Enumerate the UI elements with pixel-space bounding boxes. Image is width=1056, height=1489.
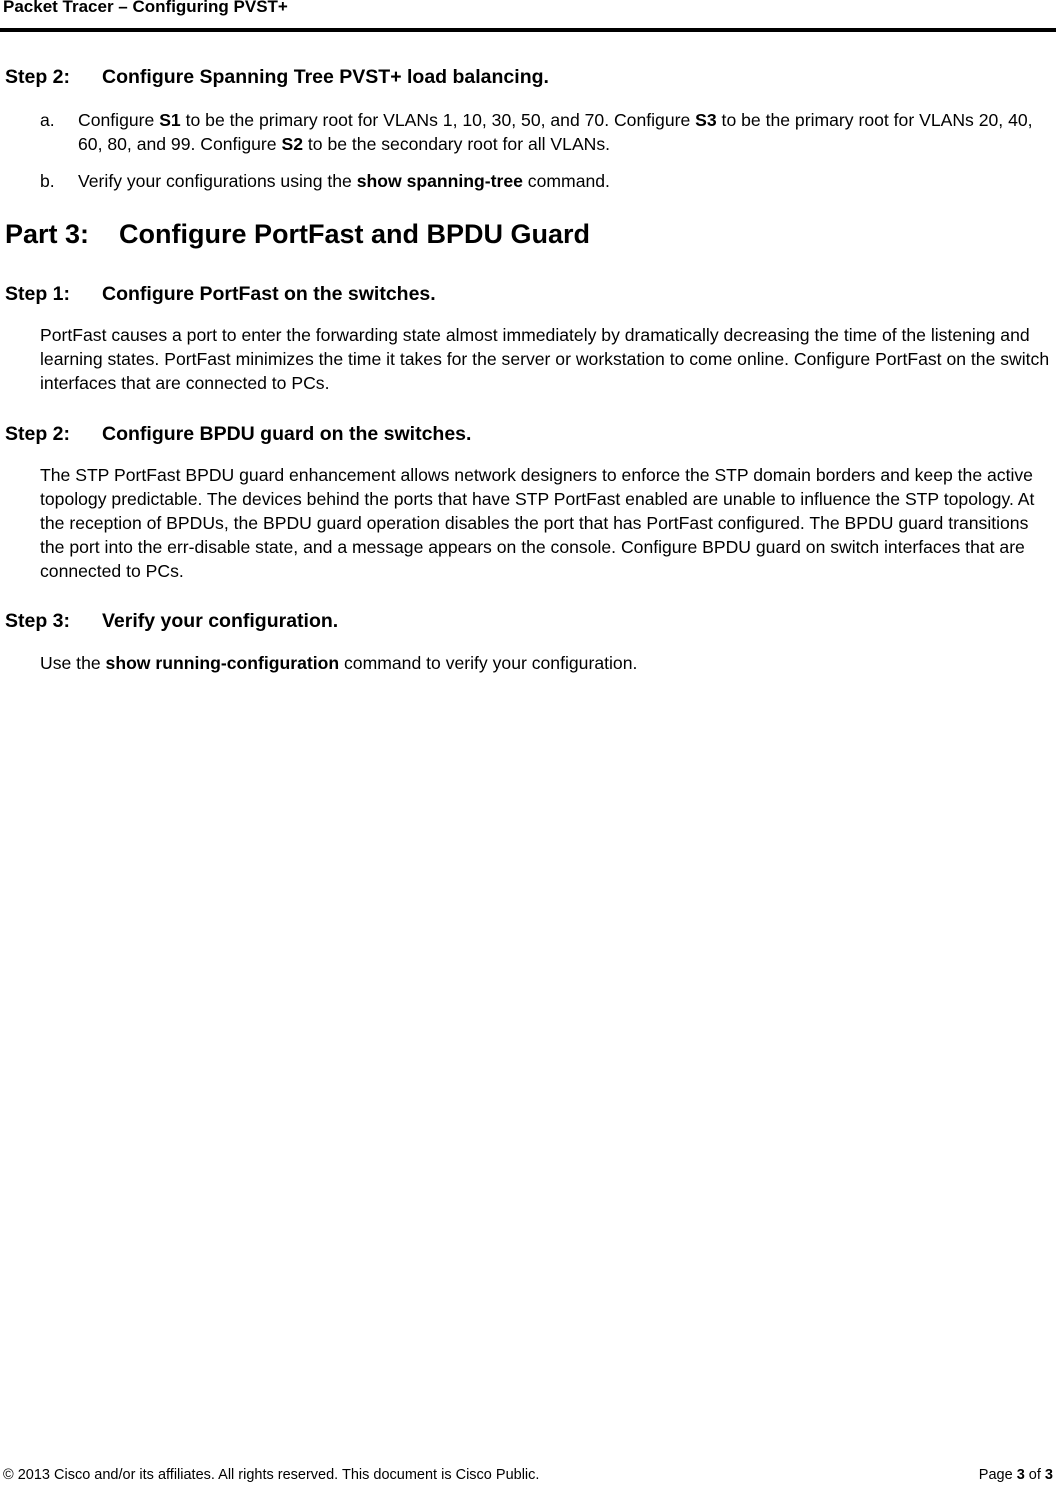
step-number: Step 2:: [5, 66, 71, 88]
list-item-text: Verify your configurations using the show spanning-tree command.: [78, 171, 610, 191]
step-title: Configure Spanning Tree PVST+ load balancing.: [102, 66, 549, 88]
part-number: Part 3:: [5, 219, 90, 249]
list-item-a: [40, 108, 1054, 156]
part3-heading: [5, 219, 590, 250]
step-title: Verify your configuration.: [102, 610, 339, 632]
step-number: Step 1:: [5, 283, 71, 305]
document-title: Packet Tracer – Configuring PVST+: [3, 0, 288, 16]
step3-verify-heading: [5, 610, 338, 633]
step-title: Configure BPDU guard on the switches.: [102, 423, 472, 445]
list-marker: b.: [40, 171, 55, 191]
step-number: Step 2:: [5, 423, 71, 445]
step-title: Configure PortFast on the switches.: [102, 283, 436, 305]
part-title: Configure PortFast and BPDU Guard: [119, 219, 591, 249]
verify-paragraph: Use the show running-configuration command to verify your configuration.: [40, 653, 638, 673]
list-marker: a.: [40, 110, 55, 130]
step2-pvst-heading: [5, 66, 549, 89]
list-item-text: Configure S1 to be the primary root for VLANs 1, 10, 30, 50, and 70. Configure S3 to be the primary root for VLANs 20, 40, 60, 80, and 99. Configure S2 to be the secondary root for all VLANs.: [78, 110, 1033, 154]
step1-portfast-heading: [5, 283, 436, 306]
page-number: Page 3 of 3: [978, 1467, 1053, 1483]
copyright-notice: © 2013 Cisco and/or its affiliates. All rights reserved. This document is Cisco Public.: [3, 1467, 540, 1483]
step2-bpdu-heading: [5, 423, 471, 446]
step-number: Step 3:: [5, 610, 71, 632]
document-header: [0, 0, 1056, 32]
bpdu-paragraph: The STP PortFast BPDU guard enhancement allows network designers to enforce the STP domain borders and keep the active topology predictable. The devices behind the ports that have STP PortFast enabled are unable to influence the STP topology. At the reception of BPDUs, the BPDU guard operation disables the port that has PortFast configured. The BPDU guard transitions the port into the err-disable state, and a message appears on the console. Configure BPDU guard on switch interfaces that are connected to PCs.: [40, 465, 1035, 581]
list-item-b: [40, 169, 1054, 193]
document-footer: [3, 1467, 1053, 1483]
portfast-paragraph: PortFast causes a port to enter the forwarding state almost immediately by dramatically decreasing the time of the listening and learning states. PortFast minimizes the time it takes for the server or workstation to come online. Configure PortFast on the switch interfaces that are connected to PCs.: [40, 325, 1050, 393]
